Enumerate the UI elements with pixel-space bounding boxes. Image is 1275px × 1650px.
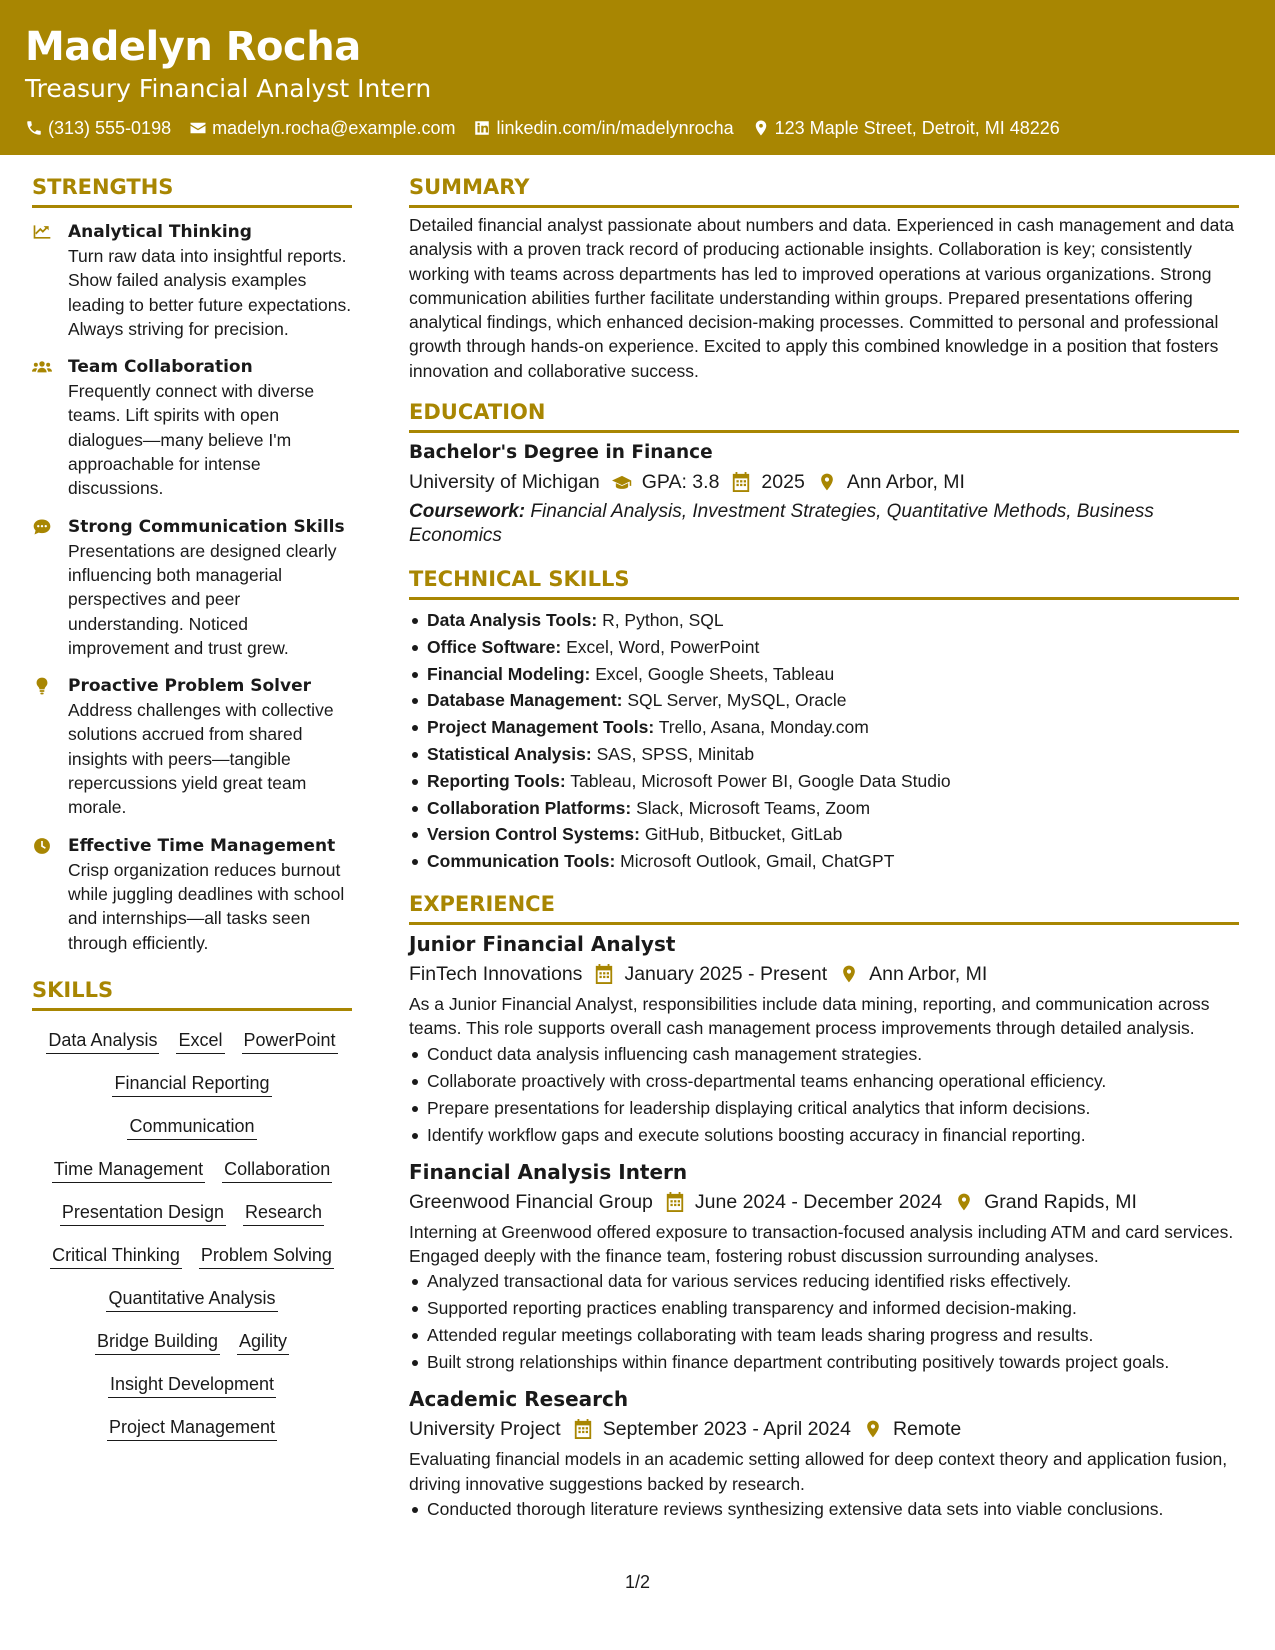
skill-chip: Insight Development: [108, 1371, 276, 1398]
tech-label: Project Management Tools:: [427, 717, 655, 738]
tech-label: Data Analysis Tools:: [427, 610, 598, 631]
tech-label: Collaboration Platforms:: [427, 797, 632, 818]
skill-chip: Project Management: [107, 1414, 277, 1441]
strength-item: [32, 674, 352, 819]
strength-title: Effective Time Management: [68, 835, 336, 856]
list-item: Identify workflow gaps and execute solutions boosting accuracy in financial reporting.: [409, 1122, 1239, 1149]
degree-title: Bachelor's Degree in Finance: [409, 442, 713, 464]
page-number: 1/2: [624, 1572, 651, 1592]
tech-label: Financial Modeling:: [427, 663, 591, 684]
list-item: [409, 661, 1239, 688]
calendar-icon: [665, 1192, 685, 1212]
list-item: [409, 714, 1239, 741]
summary-heading: SUMMARY: [409, 172, 1239, 208]
tech-label: Office Software:: [427, 636, 562, 657]
tech-value: Tableau, Microsoft Power BI, Google Data Studio: [570, 770, 951, 791]
skill-chip: Problem Solving: [199, 1242, 334, 1269]
strengths-list: [32, 218, 352, 955]
lightbulb-icon: [32, 677, 52, 695]
skill-chip: Communication: [127, 1113, 256, 1140]
list-item: [409, 821, 1239, 848]
job-bullets: [409, 1496, 1239, 1523]
job-location: Remote: [892, 1418, 962, 1441]
list-item: Supported reporting practices enabling transparency and informed decision-making.: [409, 1295, 1239, 1322]
job-dates: January 2025 - Present: [624, 963, 828, 986]
skill-chip: Critical Thinking: [50, 1242, 182, 1269]
map-marker-icon: [752, 119, 770, 137]
strength-desc: Address challenges with collective solutions accrued from shared insights with peers—tangible repercussions yield great team morale.: [68, 700, 334, 818]
contact-email[interactable]: [189, 116, 455, 140]
skill-chip: Data Analysis: [46, 1027, 159, 1054]
skills-heading: SKILLS: [32, 975, 352, 1011]
coursework-label: Coursework:: [409, 501, 526, 523]
contact-phone[interactable]: [25, 116, 171, 140]
linkedin-text: linkedin.com/in/madelynrocha: [496, 118, 734, 138]
candidate-name: Madelyn Rocha: [25, 24, 361, 70]
company-name: Greenwood Financial Group: [409, 1190, 653, 1213]
job-description: Interning at Greenwood offered exposure to transaction-focused analysis including ATM and card services. Engaged deeply with the finance team, fostering robust discussion surrounding analyses.: [409, 1221, 1234, 1266]
tech-value: SAS, SPSS, Minitab: [596, 744, 755, 765]
skill-chip: Excel: [176, 1027, 224, 1054]
job-title: Junior Financial Analyst: [409, 932, 676, 957]
list-item: [409, 741, 1239, 768]
job-dates: June 2024 - December 2024: [694, 1190, 943, 1213]
list-item: Attended regular meetings collaborating with team leads sharing progress and results.: [409, 1322, 1239, 1349]
tech-label: Communication Tools:: [427, 851, 616, 872]
contact-bar: [25, 116, 1250, 140]
skill-chip: Financial Reporting: [112, 1070, 271, 1097]
strength-desc: Crisp organization reduces burnout while juggling deadlines with school and internships—all tasks seen through efficiently.: [68, 859, 345, 953]
tech-value: Excel, Word, PowerPoint: [566, 636, 760, 657]
contact-linkedin[interactable]: [473, 116, 733, 140]
technical-skills-heading: TECHNICAL SKILLS: [409, 564, 1239, 600]
job-description: Evaluating financial models in an academic setting allowed for deep context theory and application fusion, driving innovative suggestions backed by research.: [409, 1449, 1228, 1494]
job-meta: [409, 959, 1239, 989]
school-location: Ann Arbor, MI: [846, 471, 965, 494]
list-item: [409, 634, 1239, 661]
email-text: madelyn.rocha@example.com: [212, 118, 456, 138]
contact-address: [752, 116, 1060, 140]
tech-value: Trello, Asana, Monday.com: [658, 717, 869, 738]
linkedin-icon: [473, 119, 491, 137]
job-location: Grand Rapids, MI: [984, 1190, 1137, 1213]
chart-line-icon: [32, 223, 52, 241]
map-marker-icon: [863, 1419, 883, 1439]
job-title: Financial Analysis Intern: [409, 1159, 688, 1184]
strength-title: Team Collaboration: [68, 357, 253, 378]
calendar-icon: [573, 1419, 593, 1439]
summary-text: Detailed financial analyst passionate about numbers and data. Experienced in cash management and data analysis with a proven track record of producing actionable insights. Collaboration is key; consistently working with teams across departments has led to improved operations at various organizations. Strong communication abilities further facilitate understanding within groups. Prepared presentations offering analytical findings, which enhanced decision-making processes. Committed to personal and professional growth through hands-on experience. Excited to apply this combined knowledge in a position that fosters innovation and collaborative success.: [409, 215, 1234, 381]
graduation-cap-icon: [612, 472, 632, 492]
phone-text: (313) 555-0198: [48, 118, 172, 138]
technical-skills-list: [409, 607, 1239, 875]
coursework-text: Financial Analysis, Investment Strategies, Quantitative Methods, Business Economics: [409, 501, 1154, 547]
list-item: [409, 607, 1239, 634]
experience-entry: [409, 929, 1239, 1149]
list-item: [409, 687, 1239, 714]
list-item: [409, 795, 1239, 822]
strength-desc: Frequently connect with diverse teams. Lift spirits with open dialogues—many believe I'm approachable for intense discussions.: [68, 381, 315, 499]
candidate-role: Treasury Financial Analyst Intern: [25, 74, 432, 103]
job-meta: [409, 1414, 1239, 1444]
company-name: University Project: [409, 1418, 561, 1441]
skill-chip: PowerPoint: [242, 1027, 338, 1054]
tech-label: Statistical Analysis:: [427, 744, 592, 765]
list-item: Conducted thorough literature reviews synthesizing extensive data sets into viable conclusions.: [409, 1496, 1239, 1523]
job-description: As a Junior Financial Analyst, responsibilities include data mining, reporting, and communication across teams. This role supports overall cash management process improvements through detailed analysis.: [409, 994, 1210, 1039]
tech-label: Version Control Systems:: [427, 824, 640, 845]
skill-chip: Presentation Design: [60, 1199, 226, 1226]
job-bullets: [409, 1268, 1239, 1376]
tech-value: SQL Server, MySQL, Oracle: [627, 690, 847, 711]
calendar-icon: [731, 472, 751, 492]
clock-icon: [32, 837, 52, 855]
grad-year: 2025: [761, 471, 805, 494]
tech-value: R, Python, SQL: [602, 610, 724, 631]
strength-item: [32, 834, 352, 955]
skill-chip: Agility: [237, 1328, 289, 1355]
left-column: [32, 172, 352, 1441]
job-meta: [409, 1187, 1239, 1217]
strength-item: [32, 355, 352, 500]
list-item: Built strong relationships within finance department contributing positively towards project goals.: [409, 1349, 1239, 1376]
list-item: Collaborate proactively with cross-departmental teams enhancing operational efficiency.: [409, 1068, 1239, 1095]
tech-label: Database Management:: [427, 690, 623, 711]
map-marker-icon: [839, 964, 859, 984]
job-bullets: [409, 1041, 1239, 1149]
resume-header: [0, 0, 1275, 155]
list-item: Prepare presentations for leadership displaying critical analytics that inform decisions.: [409, 1095, 1239, 1122]
skill-chip: Quantitative Analysis: [106, 1285, 277, 1312]
tech-value: GitHub, Bitbucket, GitLab: [644, 824, 843, 845]
strengths-heading: STRENGTHS: [32, 172, 352, 208]
calendar-icon: [594, 964, 614, 984]
right-column: [409, 172, 1239, 1523]
experience-heading: EXPERIENCE: [409, 889, 1239, 925]
strength-title: Proactive Problem Solver: [68, 676, 311, 697]
envelope-icon: [189, 119, 207, 137]
strength-title: Analytical Thinking: [68, 222, 252, 242]
education-heading: EDUCATION: [409, 397, 1239, 433]
map-marker-icon: [817, 472, 837, 492]
job-location: Ann Arbor, MI: [869, 963, 988, 986]
tech-value: Slack, Microsoft Teams, Zoom: [636, 797, 871, 818]
tech-value: Excel, Google Sheets, Tableau: [595, 663, 835, 684]
skill-chip: Collaboration: [222, 1156, 332, 1183]
tech-label: Reporting Tools:: [427, 770, 566, 791]
list-item: Conduct data analysis influencing cash management strategies.: [409, 1041, 1239, 1068]
education-meta: [409, 467, 1239, 497]
address-text: 123 Maple Street, Detroit, MI 48226: [774, 118, 1060, 138]
strength-title: Strong Communication Skills: [68, 516, 345, 537]
tech-value: Microsoft Outlook, Gmail, ChatGPT: [620, 851, 895, 872]
list-item: Analyzed transactional data for various services reducing identified risks effectively.: [409, 1268, 1239, 1295]
strength-desc: Turn raw data into insightful reports. Show failed analysis examples leading to better future expectations. Always striving for precision.: [68, 246, 352, 339]
skill-chip: Bridge Building: [95, 1328, 220, 1355]
job-dates: September 2023 - April 2024: [602, 1418, 851, 1441]
gpa-text: GPA: 3.8: [641, 471, 720, 494]
experience-entry: [409, 1384, 1239, 1523]
list-item: [409, 768, 1239, 795]
skill-chip: Time Management: [52, 1156, 205, 1183]
comment-dots-icon: [32, 518, 52, 536]
skills-list: [32, 1021, 352, 1441]
coursework: [409, 500, 1239, 548]
skill-chip: Research: [243, 1199, 324, 1226]
job-title: Academic Research: [409, 1387, 629, 1412]
school-name: University of Michigan: [409, 471, 600, 494]
phone-icon: [25, 119, 43, 137]
strength-item: [32, 515, 352, 660]
strength-item: [32, 220, 352, 341]
users-icon: [32, 358, 52, 376]
company-name: FinTech Innovations: [409, 963, 583, 986]
experience-entry: [409, 1157, 1239, 1377]
list-item: [409, 848, 1239, 875]
map-marker-icon: [954, 1192, 974, 1212]
strength-desc: Presentations are designed clearly influencing both managerial perspectives and peer understanding. Noticed improvement and trust grew.: [68, 540, 337, 658]
